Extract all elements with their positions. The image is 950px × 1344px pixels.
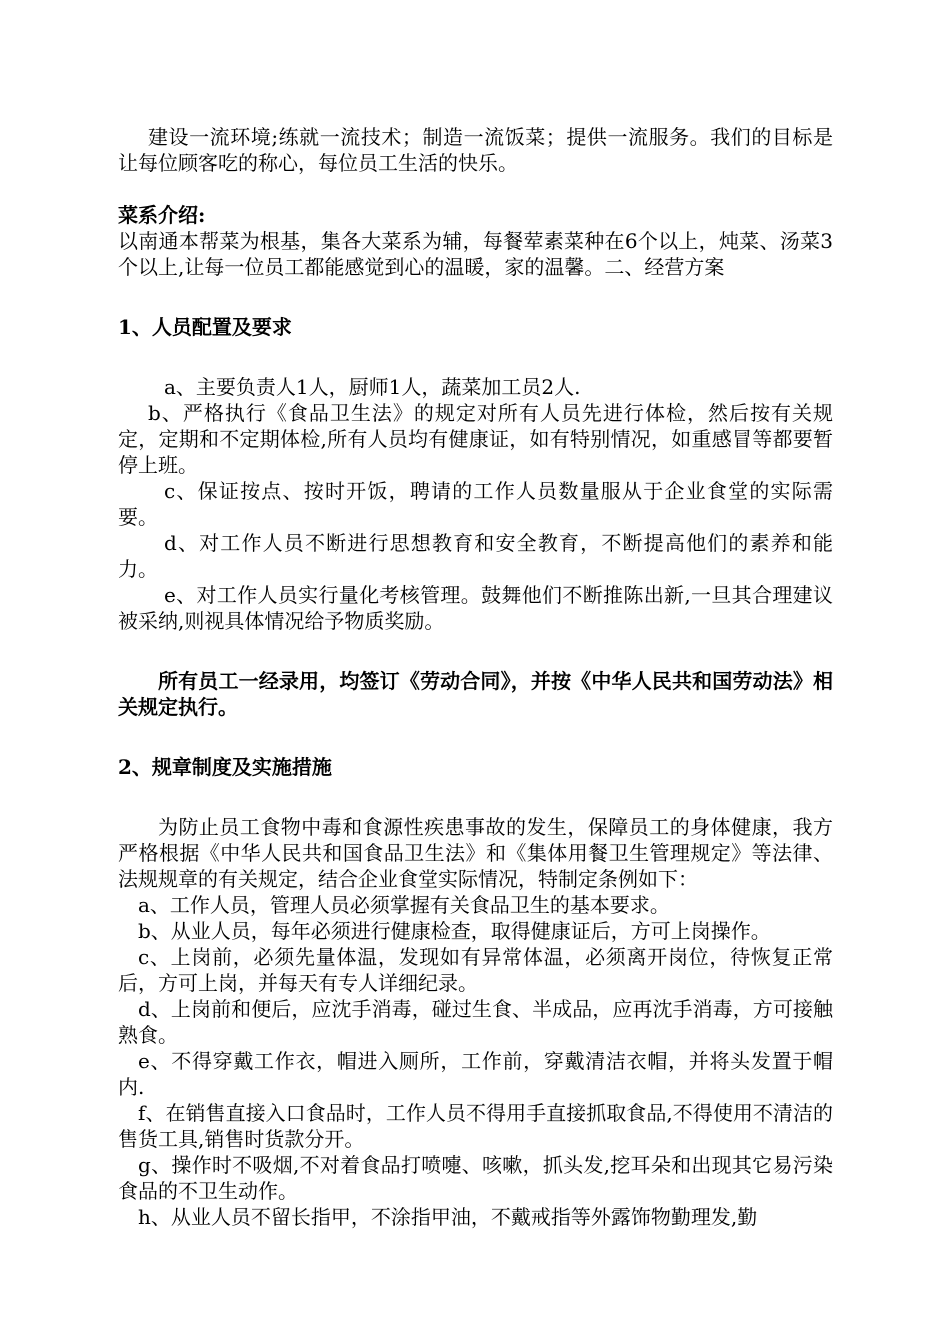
section-1-item-a: a、主要负责人1人，厨师1人，蔬菜加工员2人. [164,375,581,399]
section-2-item-h: h、从业人员不留长指甲，不涂指甲油，不戴戒指等外露饰物勤理发,勤 [138,1205,758,1229]
section-2-item-a: a、工作人员，管理人员必须掌握有关食品卫生的基本要求。 [138,893,670,917]
cuisine-heading: 菜系介绍: [118,203,206,227]
section-2-item-c: c、上岗前，必须先量体温，发现如有异常体温，必须离开岗位，待恢复正常后，方可上岗，并每天有专人详细纪录。 [118,945,833,995]
cuisine-paragraph: 以南通本帮菜为根基，集各大菜系为辅，每餐荤素菜种在6个以上，炖菜、汤菜3个以上,让每一位员工都能感觉到心的温暖，家的温馨。二、经营方案 [118,229,833,279]
section-2-item-g: g、操作时不吸烟,不对着食品打喷嚏、咳嗽，抓头发,挖耳朵和出现其它易污染食品的不卫生动作。 [118,1153,833,1203]
section-1-item-d: d、对工作人员不断进行思想教育和安全教育，不断提高他们的素养和能力。 [118,531,833,581]
section-2-item-d: d、上岗前和便后，应沈手消毒，碰过生食、半成品，应再沈手消毒，方可接触熟食。 [118,997,833,1047]
intro-paragraph: 建设一流环境;练就一流技术；制造一流饭菜；提供一流服务。我们的目标是让每位顾客吃的称心，每位员工生活的快乐。 [118,125,833,175]
document-content [118,124,833,1230]
section-1-item-e: e、对工作人员实行量化考核管理。鼓舞他们不断推陈出新,一旦其合理建议被采纳,则视具体情况给予物质奖励。 [118,583,833,633]
section-2-item-f: f、在销售直接入口食品时，工作人员不得用手直接抓取食品,不得使用不清洁的售货工具,销售时货款分开。 [118,1101,833,1151]
section-2-heading: 2、规章制度及实施措施 [118,755,332,779]
section-1-note: 所有员工一经录用，均签订《劳动合同》，并按《中华人民共和国劳动法》相关规定执行。 [118,669,833,719]
section-1-heading: 1、人员配置及要求 [118,315,292,339]
section-1-item-c: c、保证按点、按时开饭，聘请的工作人员数量服从于企业食堂的实际需要。 [118,479,833,529]
section-2-item-e: e、不得穿戴工作衣，帽进入厕所，工作前，穿戴清洁衣帽，并将头发置于帽内. [118,1049,833,1099]
section-2-item-b: b、从业人员，每年必须进行健康检查，取得健康证后，方可上岗操作。 [138,919,771,943]
section-1-item-b: b、严格执行《食品卫生法》的规定对所有人员先进行体检，然后按有关规定，定期和不定期体检,所有人员均有健康证，如有特别情况，如重感冒等都要暂停上班。 [118,401,833,477]
section-2-intro: 为防止员工食物中毒和食源性疾患事故的发生，保障员工的身体健康，我方严格根据《中华人民共和国食品卫生法》和《集体用餐卫生管理规定》等法律、法规规章的有关规定，结合企业食堂实际情况，特制定条例如下： [118,815,833,891]
